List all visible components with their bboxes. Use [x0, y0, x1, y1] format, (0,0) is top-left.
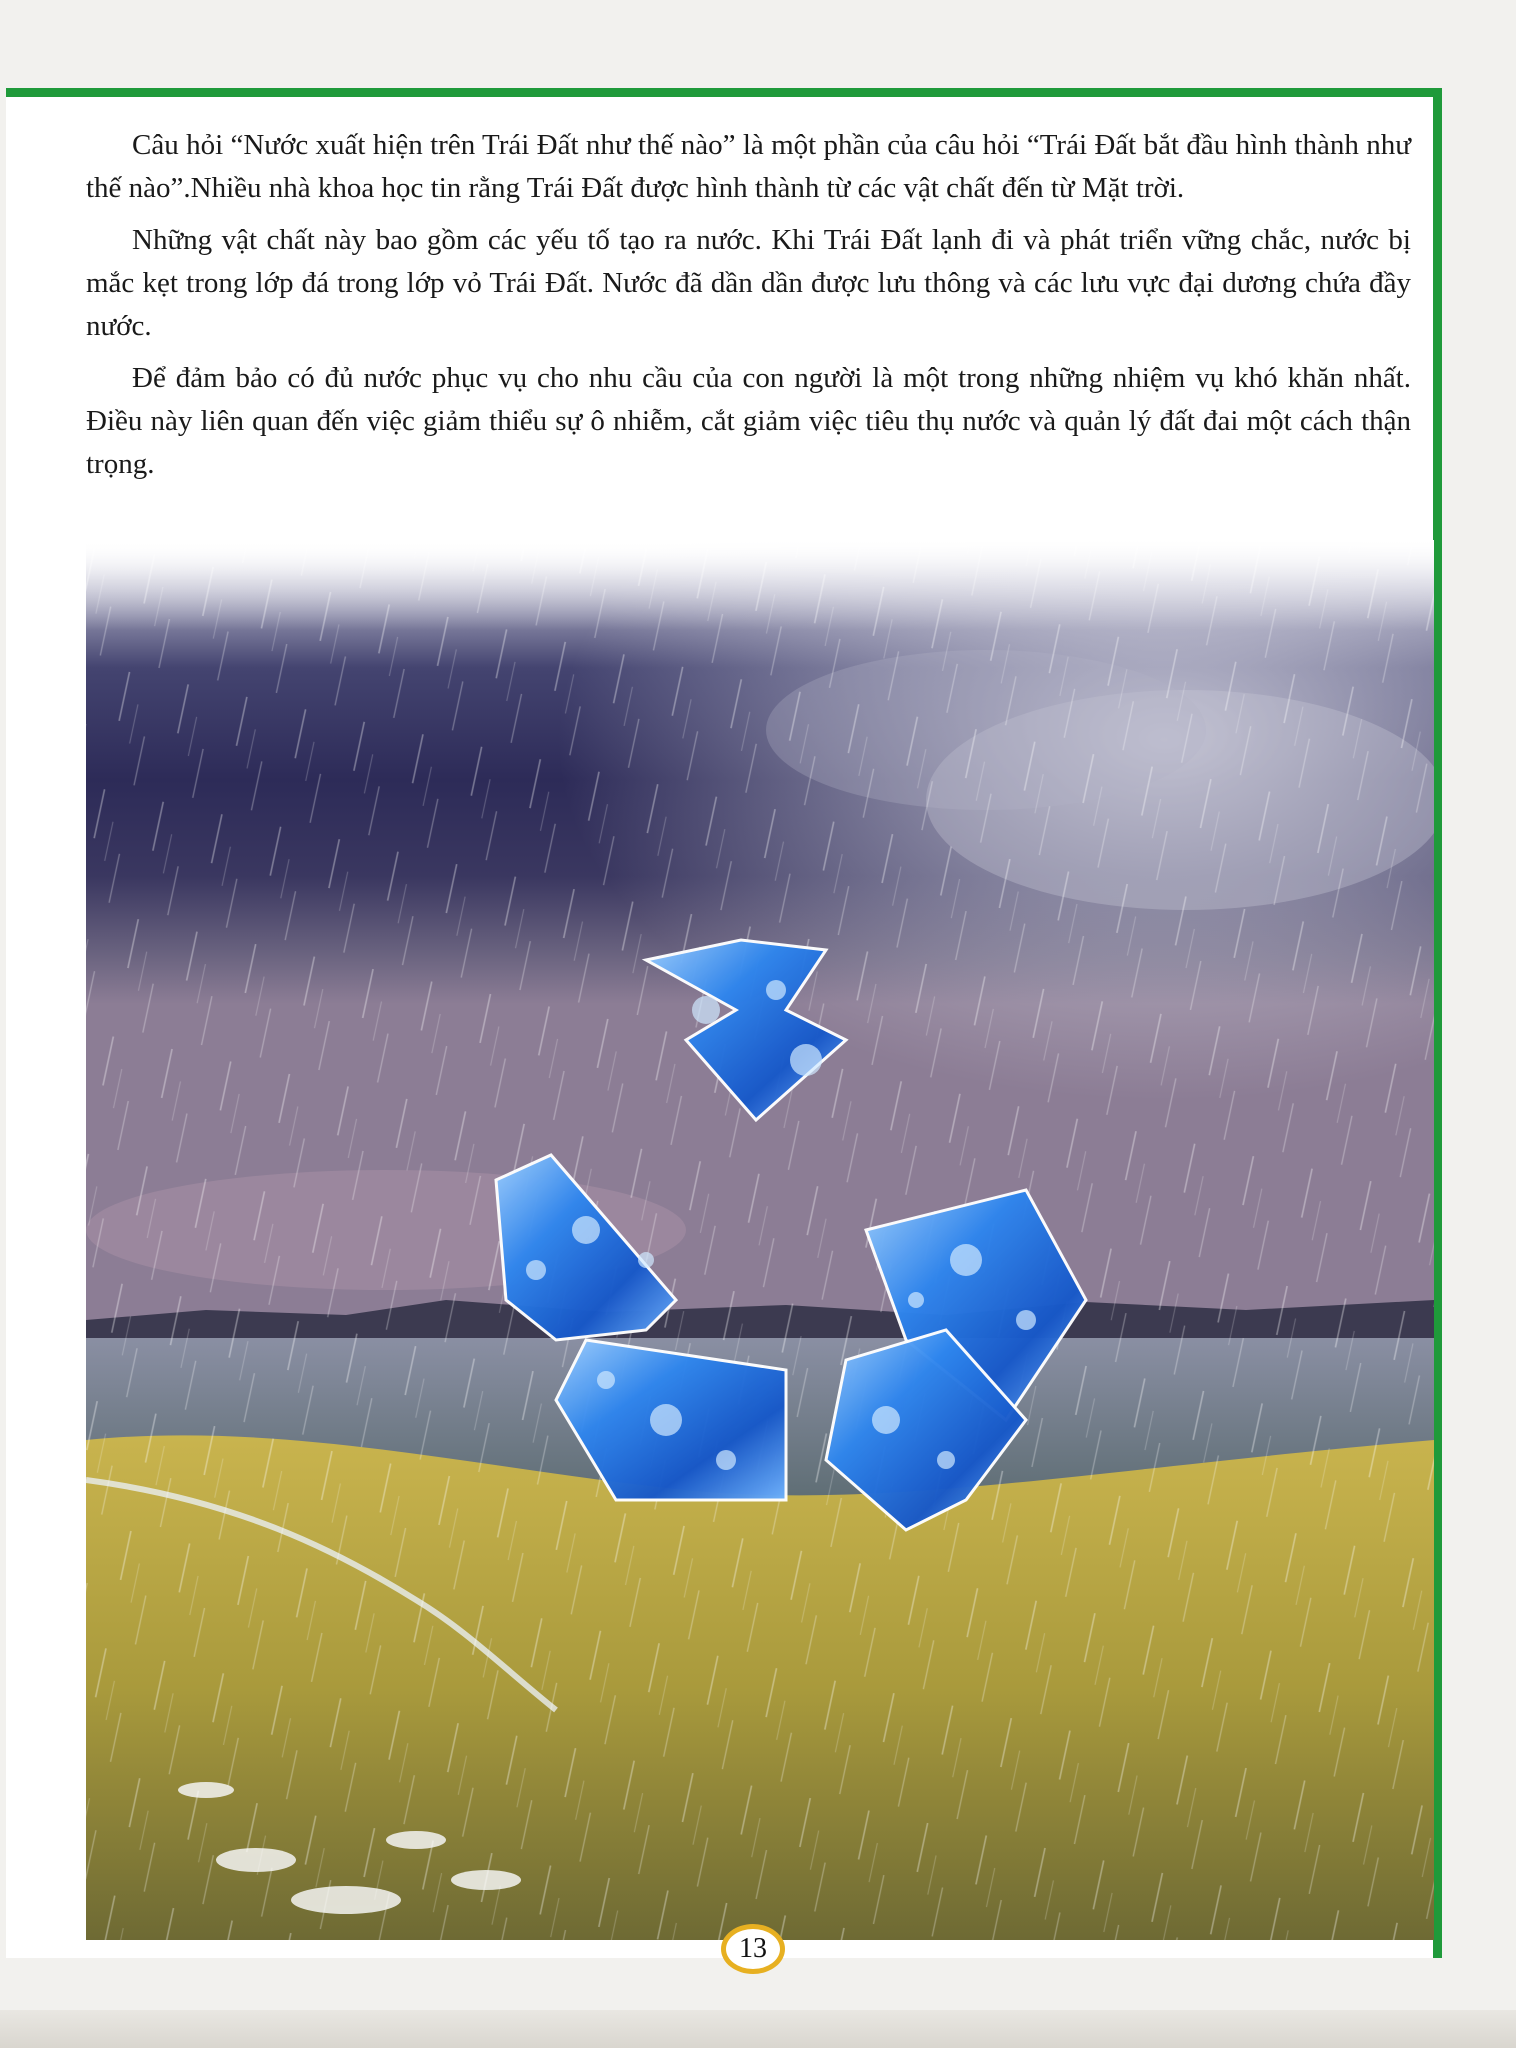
page-bottom-shadow [0, 2010, 1516, 2048]
body-text [86, 124, 1411, 495]
paragraph-1: Câu hỏi “Nước xuất hiện trên Trái Đất như thế nào” là một phần của câu hỏi “Trái Đất bắt đầu hình thành như thế nào”.Nhiều nhà khoa học tin rằng Trái Đất được hình thành từ các vật chất đến từ Mặt trời. [86, 129, 1411, 204]
paragraph-3: Để đảm bảo có đủ nước phục vụ cho nhu cầu của con người là một trong những nhiệm vụ khó khăn nhất. Điều này liên quan đến việc giảm thiểu sự ô nhiễm, cắt giảm việc tiêu thụ nước và quản lý đất đai một cách thận trọng. [86, 362, 1411, 480]
paragraph-2: Những vật chất này bao gồm các yếu tố tạo ra nước. Khi Trái Đất lạnh đi và phát triển vững chắc, nước bị mắc kẹt trong lớp đá trong lớp vỏ Trái Đất. Nước đã dần dần được lưu thông và các lưu vực đại dương chứa đầy nước. [86, 224, 1411, 342]
page-number-badge: 13 [721, 1924, 785, 1974]
rain-streaks [86, 540, 1434, 1940]
storm-beach-illustration [86, 540, 1434, 1940]
